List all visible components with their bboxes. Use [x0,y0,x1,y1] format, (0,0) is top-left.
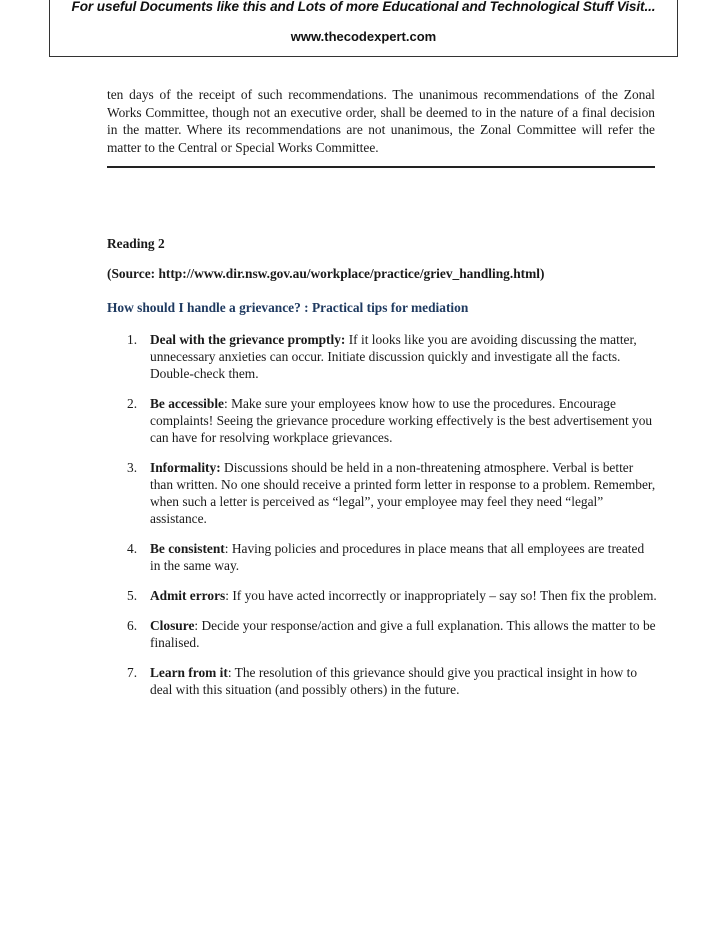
list-item-term: Closure [150,618,195,633]
list-item [127,664,657,698]
list-item-term: Informality: [150,460,221,475]
list-item-term: Learn from it [150,665,228,680]
list-item-text: Discussions should be held in a non-threatening atmosphere. Verbal is better than written. No one should receive a printed form letter in response to a problem. Remember, when such a letter is perceived as “legal”, your employee may feel they need “legal” assistance. [150,460,656,526]
list-item-number: 6. [127,618,138,633]
list-item-number: 2. [127,396,138,411]
list-item [127,587,657,604]
intro-paragraph: ten days of the receipt of such recommendations. The unanimous recommendations of the Zonal Works Committee, though not an executive order, shall be deemed to in the nature of a final decision in the matter. Where its recommendations are not unanimous, the Zonal Committee will refer the matter to the Central or Special Works Committee. [107,87,655,155]
list-item-text: : Make sure your employees know how to use the procedures. Encourage complaints! Seeing the grievance procedure working effectively is the best advertisement you can have for resolving workplace grievances. [150,396,653,445]
list-item [127,459,657,527]
list-item-text: If it looks like you are avoiding discussing the matter, unnecessary anxieties can occur. Initiate discussion quickly and investigate all the facts. Double-check them. [150,332,637,381]
reading-subtitle: How should I handle a grievance? : Practical tips for mediation [107,300,469,315]
list-item-term: Be consistent [150,541,225,556]
list-item-term: Admit errors [150,588,226,603]
list-item-number: 1. [127,332,138,347]
list-item [127,395,657,446]
list-item-number: 5. [127,588,138,603]
list-item-text: : Having policies and procedures in place means that all employees are treated in the same way. [150,541,645,573]
reading-title: Reading 2 [107,236,165,251]
list-item [127,617,657,651]
list-item-number: 4. [127,541,138,556]
reading-source: (Source: http://www.dir.nsw.gov.au/workplace/practice/griev_handling.html) [107,266,545,281]
list-item [127,540,657,574]
list-item-text: : The resolution of this grievance should give you practical insight in how to deal with this situation (and possibly others) in the future. [150,665,638,697]
list-item-number: 7. [127,665,138,680]
header-banner [49,0,678,57]
list-item-number: 3. [127,460,138,475]
list-item-term: Deal with the grievance promptly: [150,332,346,347]
tips-list [127,331,657,711]
list-item-text: : Decide your response/action and give a full explanation. This allows the matter to be finalised. [150,618,656,650]
banner-promo-text: For useful Documents like this and Lots of more Educational and Technological Stuff Visit... [71,0,656,14]
banner-website-link[interactable]: www.thecodexpert.com [290,29,437,44]
list-item-text: : If you have acted incorrectly or inappropriately – say so! Then fix the problem. [225,588,657,603]
section-divider [107,166,655,168]
list-item-term: Be accessible [150,396,225,411]
list-item [127,331,657,382]
